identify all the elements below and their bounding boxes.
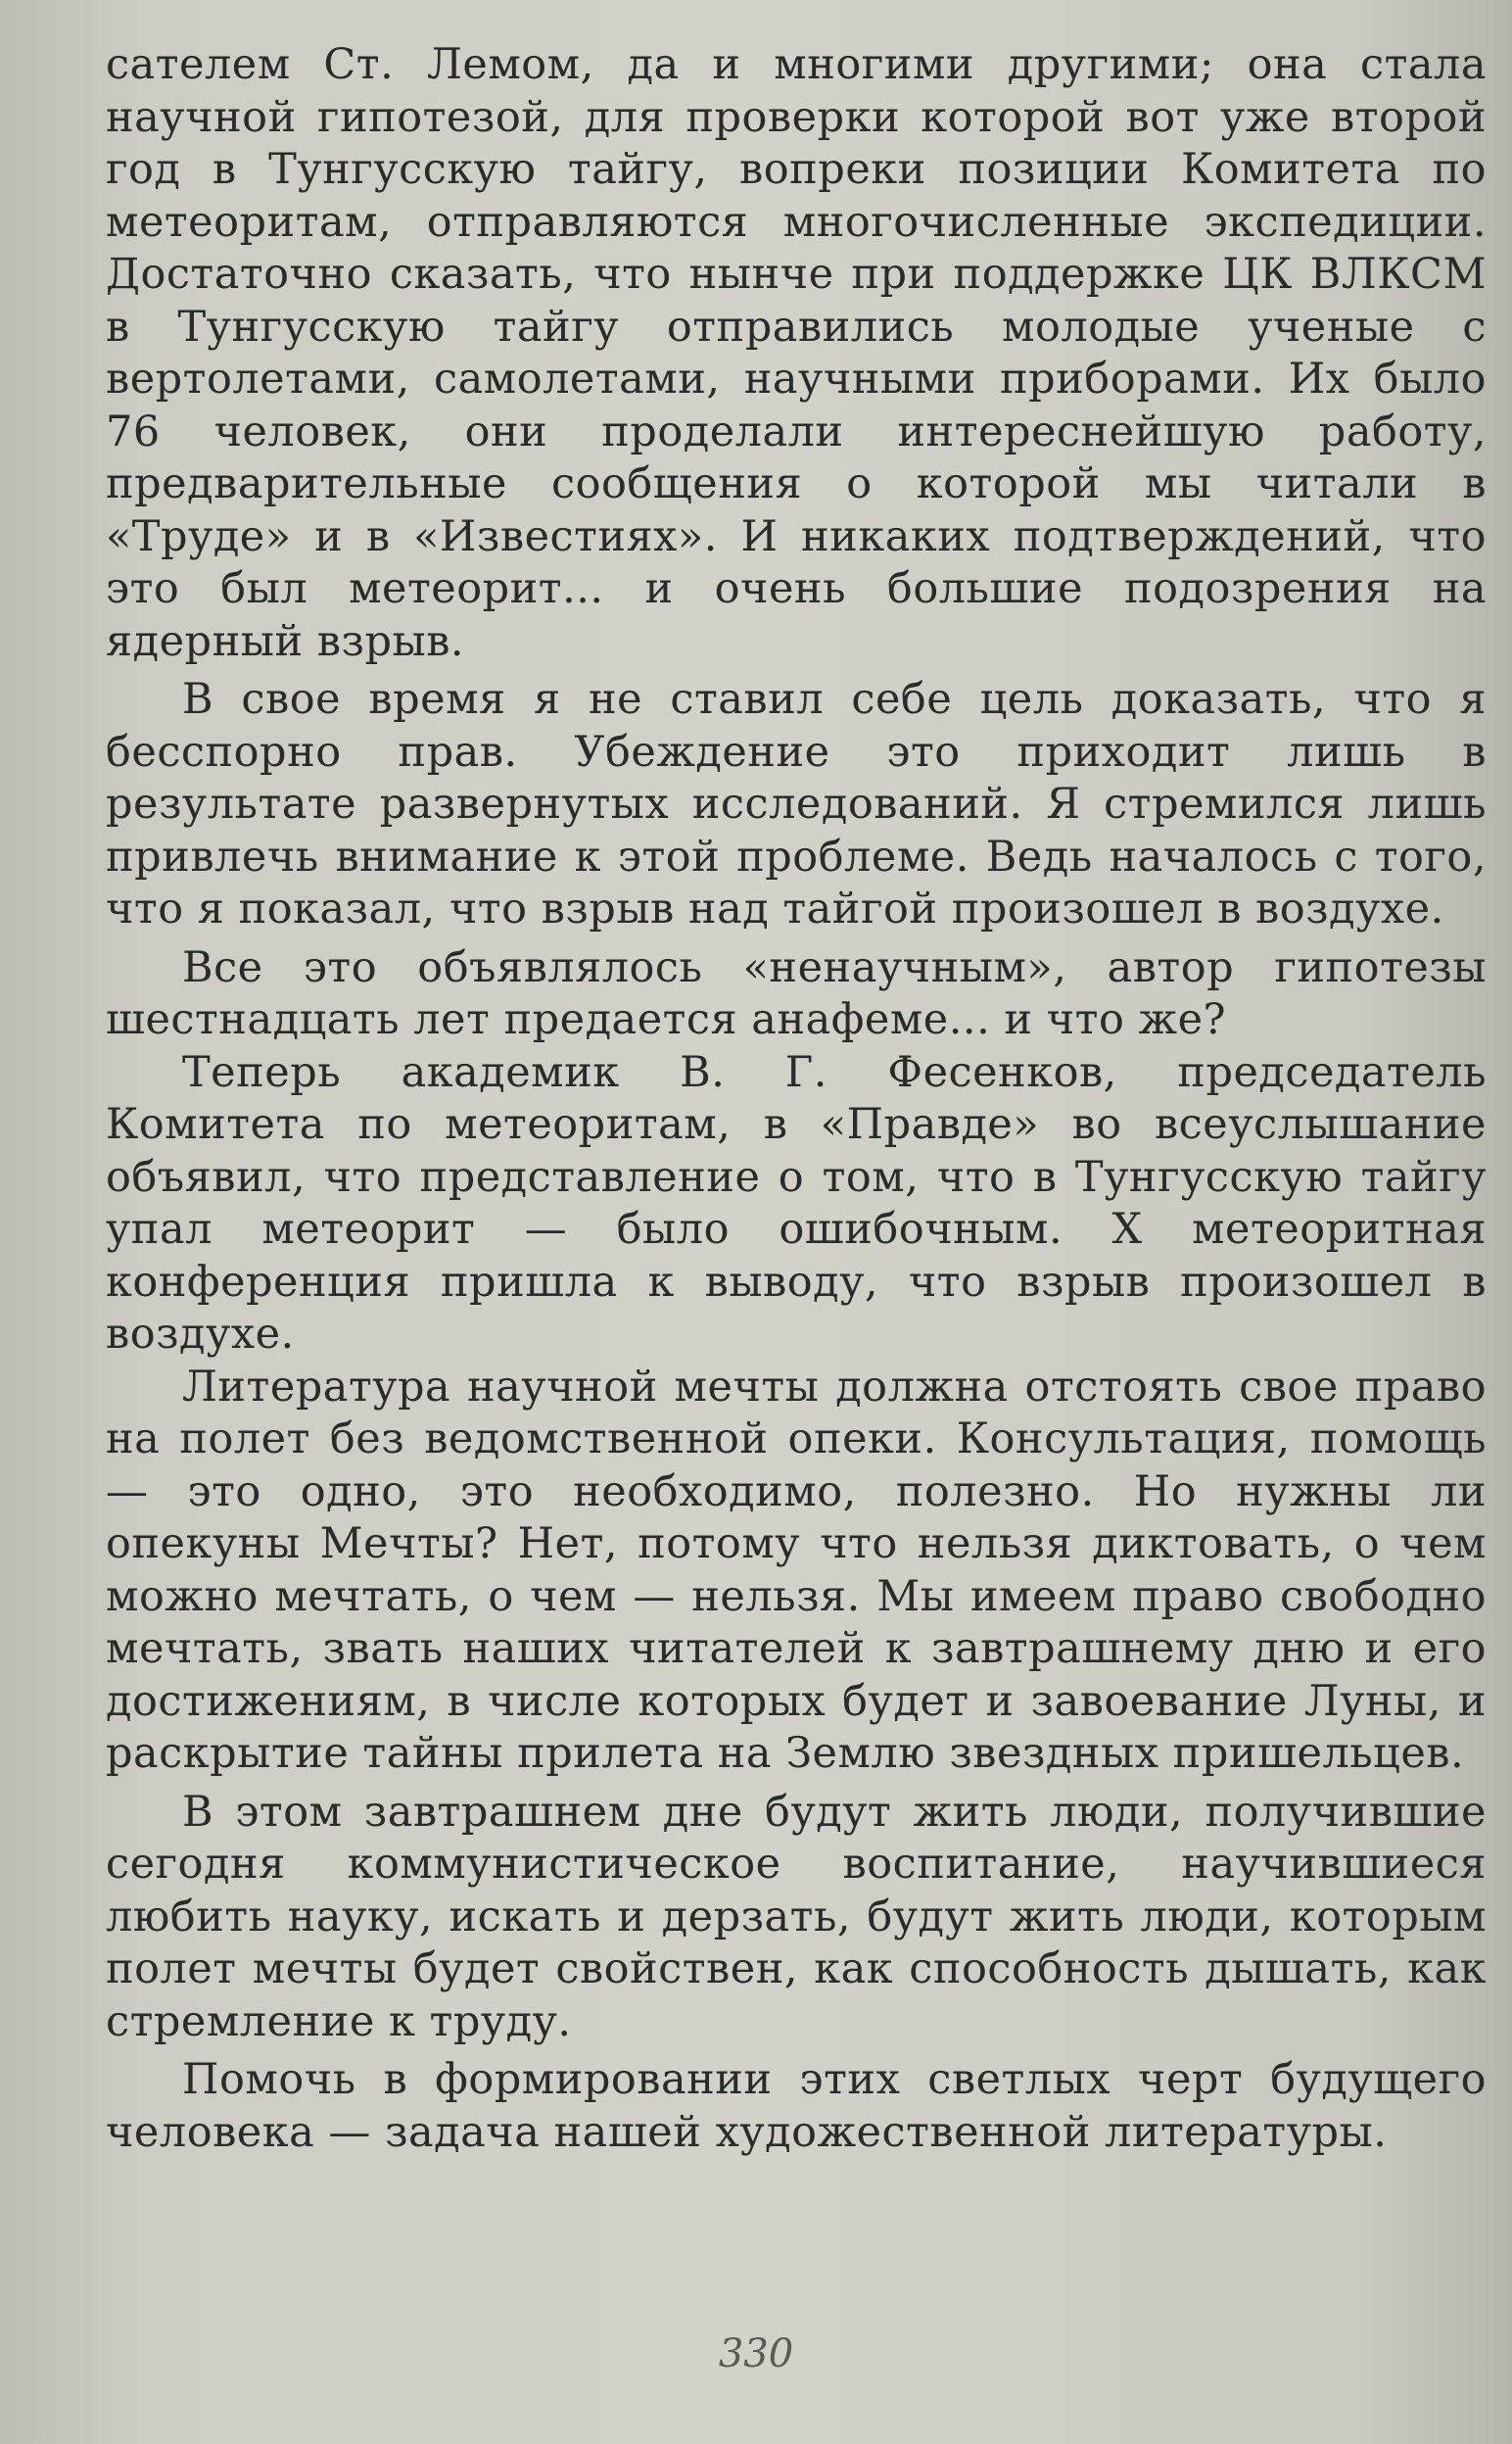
- body-text: [106, 39, 1487, 2159]
- paragraph-4: Теперь академик В. Г. Фесенков, председатель Комитета по метеоритам, в «Правде» во всеуслышание объявил, что представление о том, что в Тунгусскую тайгу упал метеорит — было ошибочным. X метеоритная конференция пришла к выводу, что взрыв произошел в воздухе.: [106, 1047, 1487, 1359]
- paragraph-2: В свое время я не ставил себе цель доказать, что я бесспорно прав. Убеждение это приходит лишь в результате развернутых исследований. Я стремился лишь привлечь внимание к этой проблеме. Ведь началось с того, что я показал, что взрыв над тайгой произошел в воздухе.: [106, 675, 1487, 934]
- paragraph-3: Все это объявлялось «ненаучным», автор гипотезы шестнадцать лет предается анафеме... и что же?: [106, 942, 1487, 1044]
- paragraph-5: Литература научной мечты должна отстоять свое право на полет без ведомственной опеки. Консультация, помощь — это одно, это необходимо, полезно. Но нужны ли опекуны Мечты? Нет, потому что нельзя диктовать, о чем можно мечтать, о чем — нельзя. Мы имеем право свободно мечтать, звать наших читателей к завтрашнему дню и его достижениям, в числе которых будет и завоевание Луны, и раскрытие тайны прилета на Землю звездных пришельцев.: [106, 1362, 1487, 1778]
- page-number: 330: [718, 2331, 794, 2376]
- paragraph-6: В этом завтрашнем дне будут жить люди, получившие сегодня коммунистическое воспитание, научившиеся любить науку, искать и дерзать, будут жить люди, которым полет мечты будет свойствен, как способность дышать, как стремление к труду.: [106, 1787, 1487, 2046]
- paragraph-1: сателем Ст. Лемом, да и многими другими; она стала научной гипотезой, для проверки которой вот уже второй год в Тунгусскую тайгу, вопреки позиции Комитета по метеоритам, отправляются многочисленные экспедиции. Достаточно сказать, что нынче при поддержке ЦК ВЛКСМ в Тунгусскую тайгу отправились молодые ученые с вертолетами, самолетами, научными приборами. Их было 76 человек, они проделали интереснейшую работу, предварительные сообщения о которой мы читали в «Труде» и в «Известиях». И никаких подтверждений, что это был метеорит... и очень большие подозрения на ядерный взрыв.: [106, 40, 1487, 666]
- paragraph-7: Помочь в формировании этих светлых черт будущего человека — задача нашей художественной литературы.: [106, 2055, 1487, 2157]
